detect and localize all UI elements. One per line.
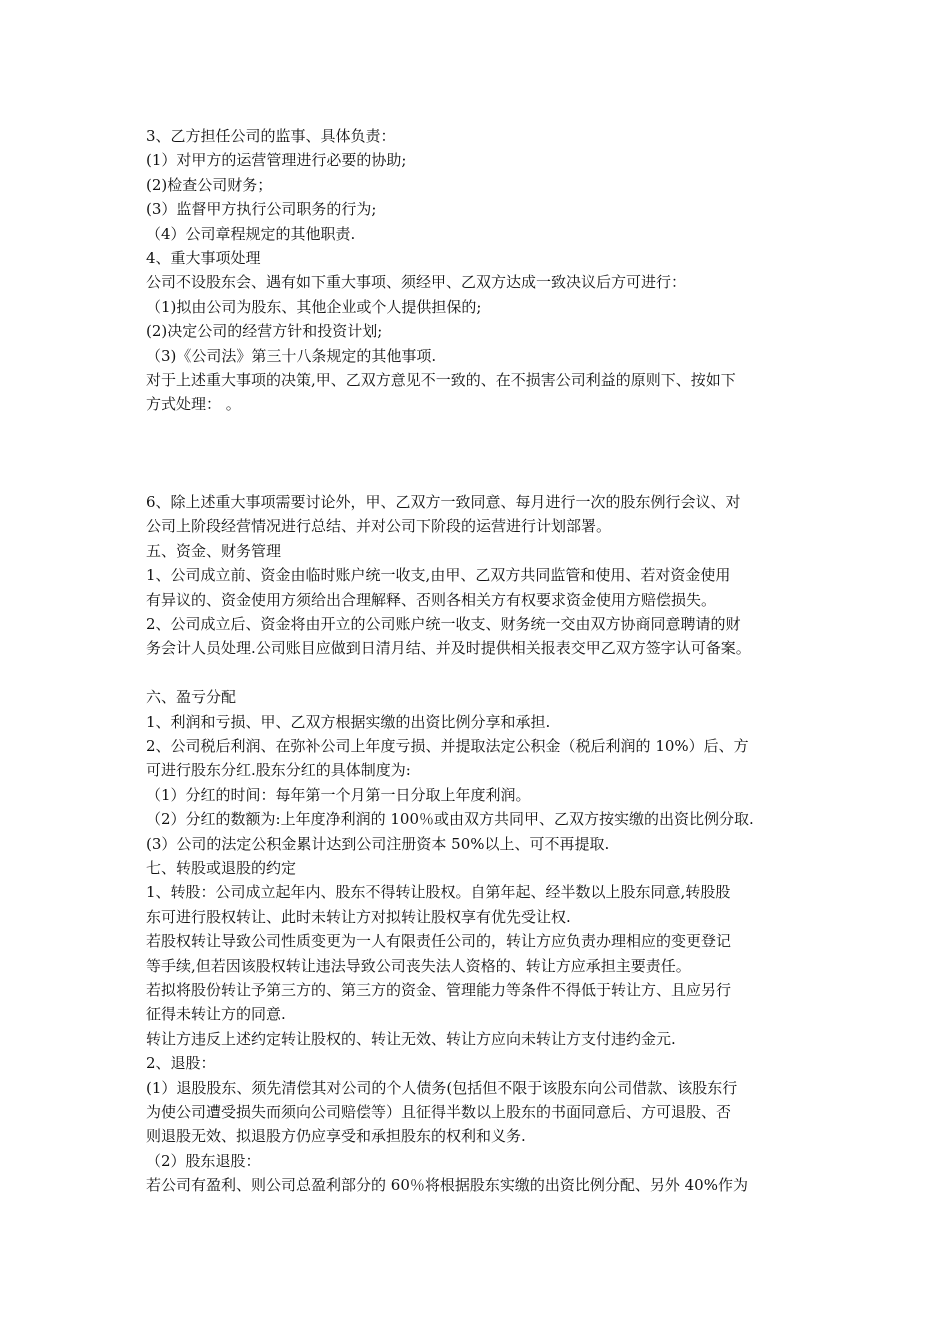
text-line: 对于上述重大事项的决策,甲、乙双方意见不一致的、在不损害公司利益的原则下、按如下 bbox=[146, 371, 736, 390]
text-line: (2)检查公司财务； bbox=[146, 175, 273, 194]
section-heading: 五、资金、财务管理 bbox=[146, 541, 282, 560]
block-supervisor-duties bbox=[146, 124, 810, 417]
section-heading: 4、重大事项处理 bbox=[146, 249, 261, 268]
block-meetings-finance bbox=[146, 490, 810, 661]
text-line: (2)决定公司的经营方针和投资计划; bbox=[146, 322, 383, 341]
text-line: 有异议的、资金使用方须给出合理解释、否则各相关方有权要求资金使用方赔偿损失。 bbox=[146, 590, 717, 609]
text-line: （1)拟由公司为股东、其他企业或个人提供担保的; bbox=[146, 297, 482, 316]
text-line: 2、公司成立后、资金将由开立的公司账户统一收支、财务统一交由双方协商同意聘请的财 bbox=[146, 614, 741, 633]
text-line: 征得未转让方的同意. bbox=[146, 1005, 286, 1024]
text-line: 可进行股东分红.股东分红的具体制度为: bbox=[146, 761, 411, 780]
text-line: 务会计人员处理.公司账目应做到日清月结、并及时提供相关报表交甲乙双方签字认可备案。 bbox=[146, 639, 751, 658]
text-line: 则退股无效、拟退股方仍应享受和承担股东的权利和义务. bbox=[146, 1127, 526, 1146]
text-line: 2、退股： bbox=[146, 1054, 216, 1073]
text-line: (3）监督甲方执行公司职务的行为; bbox=[146, 200, 377, 219]
text-line: 若拟将股份转让予第三方的、第三方的资金、管理能力等条件不得低于转让方、且应另行 bbox=[146, 980, 732, 999]
text-line: 2、公司税后利润、在弥补公司上年度亏损、并提取法定公积金（税后利润的 10%）后、方 bbox=[146, 736, 749, 755]
text-line: 6、除上述重大事项需要讨论外，甲、乙双方一致同意、每月进行一次的股东例行会议、对 bbox=[146, 492, 741, 511]
text-line: （1）分红的时间：每年第一个月第一日分取上年度利润。 bbox=[146, 785, 531, 804]
block-profit-transfer bbox=[146, 685, 810, 1198]
text-line: 方式处理： 。 bbox=[146, 395, 241, 414]
text-line: 若股权转让导致公司性质变更为一人有限责任公司的，转让方应负责办理相应的变更登记 bbox=[146, 932, 732, 951]
text-line: 3、乙方担任公司的监事、具体负责： bbox=[146, 127, 396, 145]
text-line: （4）公司章程规定的其他职责. bbox=[146, 224, 356, 243]
document-page bbox=[146, 124, 810, 1198]
text-line: （3)《公司法》第三十八条规定的其他事项. bbox=[146, 346, 437, 365]
section-heading: 六、盈亏分配 bbox=[146, 688, 237, 707]
text-line: 为使公司遭受损失而须向公司赔偿等）且征得半数以上股东的书面同意后、方可退股、否 bbox=[146, 1103, 732, 1122]
text-line: (1）退股股东、须先清偿其对公司的个人债务(包括但不限于该股东向公司借款、该股东行 bbox=[146, 1078, 738, 1097]
blank-space bbox=[146, 417, 810, 490]
text-line: 公司上阶段经营情况进行总结、并对公司下阶段的运营进行计划部署。 bbox=[146, 517, 612, 536]
text-line: 1、转股：公司成立起年内、股东不得转让股权。自第年起、经半数以上股东同意,转股股 bbox=[146, 883, 731, 902]
section-heading: 七、转股或退股的约定 bbox=[146, 858, 297, 877]
text-line: 1、公司成立前、资金由临时账户统一收支,由甲、乙双方共同监管和使用、若对资金使用 bbox=[146, 566, 731, 585]
text-line: 1、利润和亏损、甲、乙双方根据实缴的出资比例分享和承担. bbox=[146, 712, 551, 731]
text-line: （2）股东退股： bbox=[146, 1151, 261, 1170]
text-line: 若公司有盈利、则公司总盈利部分的 60％将根据股东实缴的出资比例分配、另外 40%作为 bbox=[146, 1176, 748, 1195]
text-line: 公司不设股东会、遇有如下重大事项、须经甲、乙双方达成一致决议后方可进行： bbox=[146, 273, 687, 292]
text-line: 东可进行股权转让、此时未转让方对拟转让股权享有优先受让权. bbox=[146, 907, 571, 926]
text-line: 等手续,但若因该股权转让违法导致公司丧失法人资格的、转让方应承担主要责任。 bbox=[146, 956, 691, 975]
text-line: 转让方违反上述约定转让股权的、转让无效、转让方应向未转让方支付违约金元. bbox=[146, 1029, 676, 1048]
blank-space bbox=[146, 661, 810, 685]
text-line: （2）分红的数额为:上年度净利润的 100％或由双方共同甲、乙双方按实缴的出资比例分取. bbox=[146, 810, 754, 829]
text-line: (3）公司的法定公积金累计达到公司注册资本 50%以上、可不再提取. bbox=[146, 834, 610, 853]
text-line: (1）对甲方的运营管理进行必要的协助; bbox=[146, 151, 407, 170]
